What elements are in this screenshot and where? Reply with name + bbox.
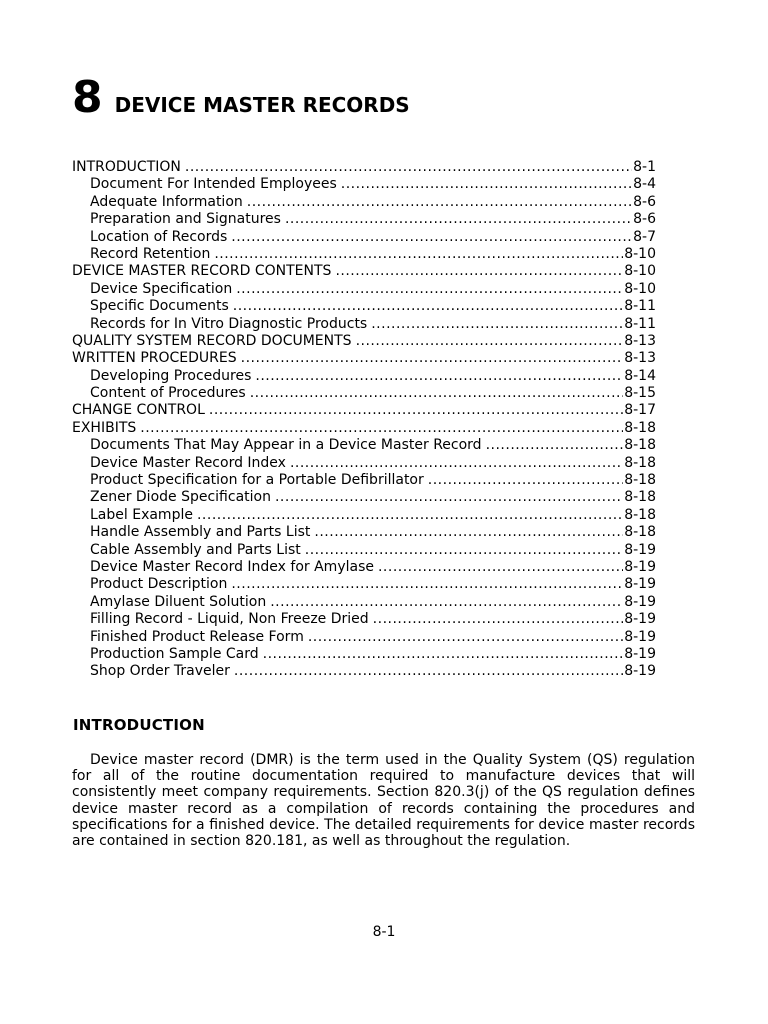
toc-entry-title: Content of Procedures: [90, 385, 246, 402]
toc-dot-leader: [255, 368, 623, 385]
toc-entry-title: WRITTEN PROCEDURES: [72, 350, 237, 367]
toc-entry-page: 8-18: [624, 472, 656, 489]
toc-entry-title: Product Specification for a Portable Defibrillator: [90, 472, 424, 489]
toc-entry-title: Product Description: [90, 576, 228, 593]
toc-dot-leader: [275, 489, 623, 506]
toc-entry-page: 8-6: [633, 211, 656, 228]
toc-entry-page: 8-13: [624, 332, 656, 349]
toc-entry-page: 8-19: [624, 576, 656, 593]
toc-entry-title: Shop Order Traveler: [90, 663, 230, 680]
toc-entry-page: 8-18: [624, 524, 656, 541]
toc-entry: [72, 524, 656, 541]
toc-entry: [72, 629, 656, 646]
toc-entry: [72, 385, 656, 402]
toc-dot-leader: [209, 402, 623, 419]
toc-entry: [72, 281, 656, 298]
toc-entry-title: Amylase Diluent Solution: [90, 593, 267, 610]
toc-entry-title: Cable Assembly and Parts List: [90, 541, 301, 558]
toc-dot-leader: [371, 316, 623, 333]
toc-entry-title: Records for In Vitro Diagnostic Products: [90, 315, 368, 332]
toc-entry-page: 8-18: [624, 419, 656, 436]
toc-dot-leader: [285, 211, 632, 228]
toc-entry: [72, 420, 656, 437]
toc-entry-page: 8-1: [633, 159, 656, 175]
toc-dot-leader: [486, 437, 624, 454]
toc-dot-leader: [250, 385, 624, 402]
toc-dot-leader: [247, 194, 632, 211]
toc-entry-page: 8-18: [624, 454, 656, 471]
toc-entry-page: 8-19: [624, 628, 656, 645]
toc-entry: [72, 455, 656, 472]
toc-entry: [72, 559, 656, 576]
toc-entry-page: 8-11: [624, 298, 656, 315]
toc-entry-page: 8-7: [633, 228, 656, 245]
toc-entry-title: Device Master Record Index: [90, 454, 286, 471]
toc-entry-page: 8-18: [624, 437, 656, 454]
toc-entry-page: 8-15: [624, 385, 656, 402]
toc-dot-leader: [214, 246, 623, 263]
page-number: 8-1: [372, 924, 396, 940]
toc-entry: [72, 611, 656, 628]
section-heading: INTRODUCTION: [73, 716, 205, 734]
toc-entry: [72, 472, 656, 489]
toc-entry: [72, 489, 656, 506]
toc-entry-title: Record Retention: [90, 245, 211, 262]
toc-entry-title: Device Master Record Index for Amylase: [90, 558, 374, 575]
toc-entry-title: Preparation and Signatures: [90, 211, 281, 228]
toc-entry: [72, 542, 656, 559]
toc-entry-page: 8-18: [624, 489, 656, 506]
toc-entry-title: Documents That May Appear in a Device Master Record: [90, 437, 482, 454]
toc-dot-leader: [373, 611, 624, 628]
chapter-heading: [72, 72, 410, 123]
toc-entry-page: 8-17: [624, 402, 656, 419]
toc-entry-page: 8-19: [624, 611, 656, 628]
toc-entry: [72, 333, 656, 350]
toc-entry-title: Developing Procedures: [90, 367, 252, 384]
toc-entry-page: 8-11: [624, 315, 656, 332]
toc-entry-title: Document For Intended Employees: [90, 176, 337, 193]
toc-entry-page: 8-19: [624, 645, 656, 662]
toc-entry-page: 8-10: [624, 280, 656, 297]
toc-dot-leader: [233, 298, 623, 315]
toc-entry: [72, 263, 656, 280]
toc-entry-title: Production Sample Card: [90, 645, 259, 662]
toc-entry-title: Device Specification: [90, 280, 233, 297]
toc-entry-title: QUALITY SYSTEM RECORD DOCUMENTS: [72, 332, 352, 349]
toc-dot-leader: [314, 524, 623, 541]
toc-dot-leader: [197, 507, 623, 524]
toc-entry-page: 8-13: [624, 350, 656, 367]
toc-entry: [72, 402, 656, 419]
toc-entry-title: CHANGE CONTROL: [72, 402, 205, 419]
toc-entry: [72, 576, 656, 593]
toc-dot-leader: [290, 455, 623, 472]
toc-dot-leader: [140, 420, 623, 437]
toc-entry-title: Specific Documents: [90, 298, 229, 315]
toc-dot-leader: [356, 333, 624, 350]
toc-entry-title: INTRODUCTION: [72, 159, 181, 175]
toc-dot-leader: [428, 472, 623, 489]
toc-dot-leader: [241, 350, 624, 367]
toc-entry-page: 8-4: [633, 176, 656, 193]
toc-entry: [72, 316, 656, 333]
toc-entry-title: Label Example: [90, 506, 193, 523]
toc-dot-leader: [236, 281, 623, 298]
toc-entry: [72, 368, 656, 385]
toc-entry-title: Zener Diode Specification: [90, 489, 271, 506]
toc-entry: [72, 246, 656, 263]
toc-entry-title: Finished Product Release Form: [90, 628, 304, 645]
chapter-title: DEVICE MASTER RECORDS: [114, 93, 410, 117]
toc-entry-title: Filling Record - Liquid, Non Freeze Dried: [90, 611, 369, 628]
toc-entry: [72, 507, 656, 524]
toc-dot-leader: [263, 646, 624, 663]
toc-entry-title: Location of Records: [90, 228, 228, 245]
toc-dot-leader: [234, 663, 623, 680]
toc-entry-page: 8-6: [633, 193, 656, 210]
toc-entry: [72, 211, 656, 228]
toc-entry: [72, 663, 656, 680]
toc-dot-leader: [231, 229, 632, 246]
toc-entry-page: 8-19: [624, 558, 656, 575]
toc-entry-page: 8-19: [624, 541, 656, 558]
body-paragraph: Device master record (DMR) is the term used in the Quality System (QS) regulation for all of the routine documentation required to manufacture devices that will consistently meet company requirements. Section 820.3(j) of the QS regulation defines device master record as a compilation of records containing the procedures and specifications for a finished device. The detailed requirements for device master records are contained in section 820.181, as well as throughout the regulation.: [72, 752, 695, 850]
toc-entry-page: 8-19: [624, 663, 656, 680]
toc-entry-title: Handle Assembly and Parts List: [90, 524, 311, 541]
toc-dot-leader: [378, 559, 623, 576]
toc-entry-page: 8-19: [624, 593, 656, 610]
toc-entry-page: 8-14: [624, 367, 656, 384]
toc-entry: [72, 176, 656, 193]
toc-entry: [72, 350, 656, 367]
toc-entry: [72, 194, 656, 211]
toc-entry-title: Adequate Information: [90, 193, 243, 210]
toc-entry: [72, 646, 656, 663]
table-of-contents: [72, 159, 656, 681]
toc-entry-title: DEVICE MASTER RECORD CONTENTS: [72, 263, 332, 280]
toc-dot-leader: [305, 542, 623, 559]
toc-entry-title: EXHIBITS: [72, 419, 137, 436]
toc-entry: [72, 229, 656, 246]
toc-dot-leader: [335, 263, 623, 280]
toc-entry-page: 8-10: [624, 245, 656, 262]
toc-entry-page: 8-10: [624, 263, 656, 280]
toc-dot-leader: [341, 176, 632, 193]
toc-dot-leader: [185, 159, 632, 176]
toc-entry: [72, 159, 656, 176]
toc-entry: [72, 298, 656, 315]
toc-dot-leader: [308, 629, 623, 646]
toc-entry-page: 8-18: [624, 506, 656, 523]
toc-entry: [72, 594, 656, 611]
toc-dot-leader: [270, 594, 623, 611]
toc-entry: [72, 437, 656, 454]
chapter-number: 8: [72, 72, 103, 123]
toc-dot-leader: [231, 576, 623, 593]
